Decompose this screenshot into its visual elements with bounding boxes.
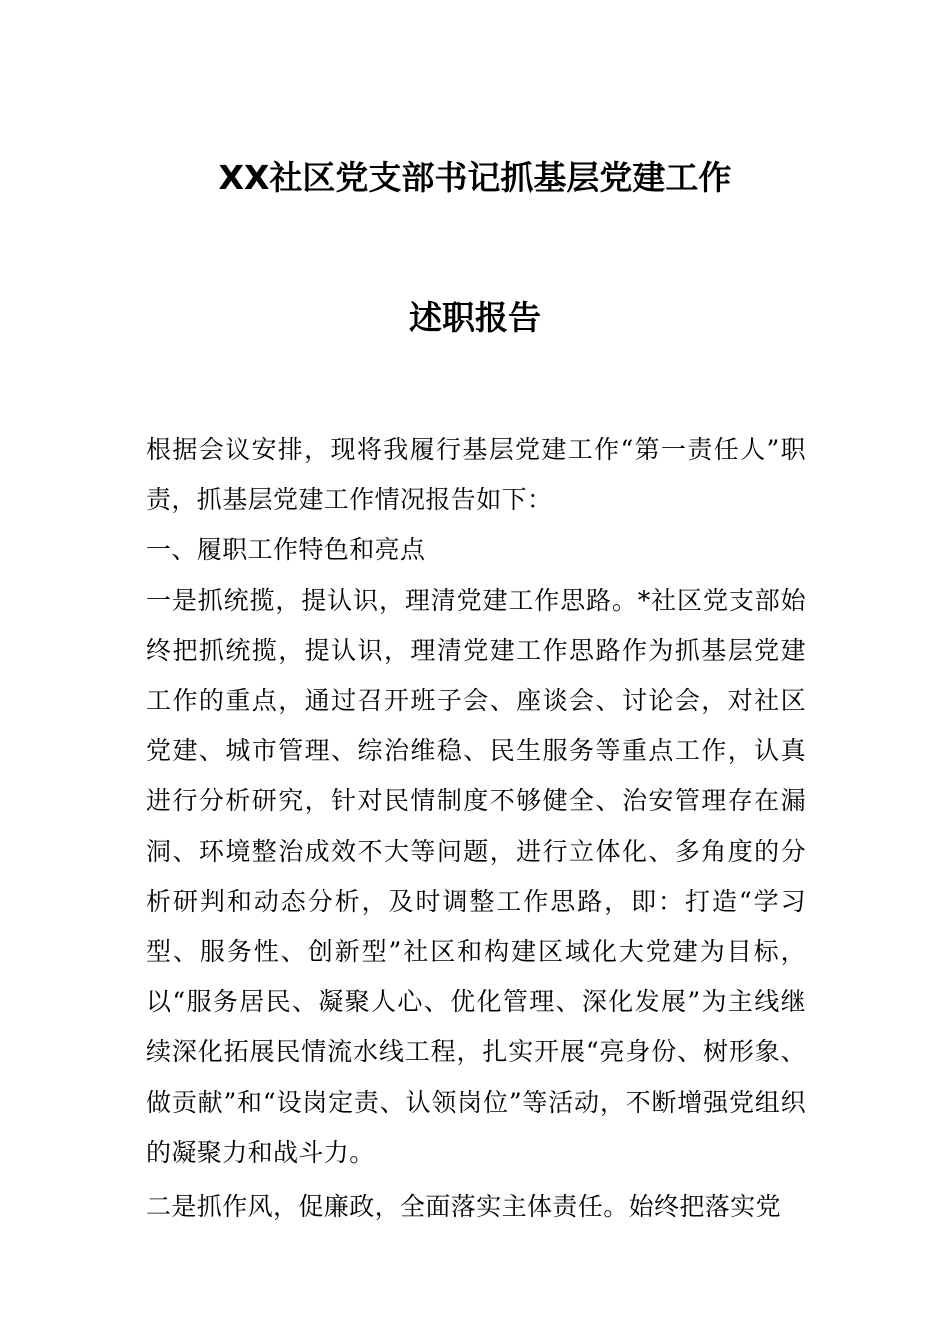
body-paragraph: 二是抓作风，促廉政，全面落实主体责任。始终把落实党 xyxy=(146,1192,782,1222)
section-heading: 一、履职工作特色和亮点 xyxy=(146,535,426,565)
body-paragraph: 一是抓统揽，提认识，理清党建工作思路。*社区党支部始终把抓统揽，提认识，理清党建工作思路作为抓基层党建工作的重点，通过召开班子会、座谈会、讨论会，对社区党建、城市管理、综治维稳、民生服务等重点工作，认真进行分析研究，针对民情制度不够健全、治安管理存在漏洞、环境整治成效不大等问题，进行立体化、多角度的分析研判和动态分析，及时调整工作思路，即：打造“学习型、服务性、创新型”社区和构建区域化大党建为目标，以“服务居民、凝聚人心、优化管理、深化发展”为主线继续深化拓展民情流水线工程，扎实开展“亮身份、树形象、做贡献”和“设岗定责、认领岗位”等活动，不断增强党组织的凝聚力和战斗力。 xyxy=(146,585,806,1167)
intro-paragraph: 根据会议安排，现将我履行基层党建工作“第一责任人”职责，抓基层党建工作情况报告如下： xyxy=(146,435,806,515)
document-title-line2: 述职报告 xyxy=(409,298,541,337)
document-title-line1: XX社区党支部书记抓基层党建工作 xyxy=(218,158,732,197)
document-body xyxy=(146,425,806,1232)
